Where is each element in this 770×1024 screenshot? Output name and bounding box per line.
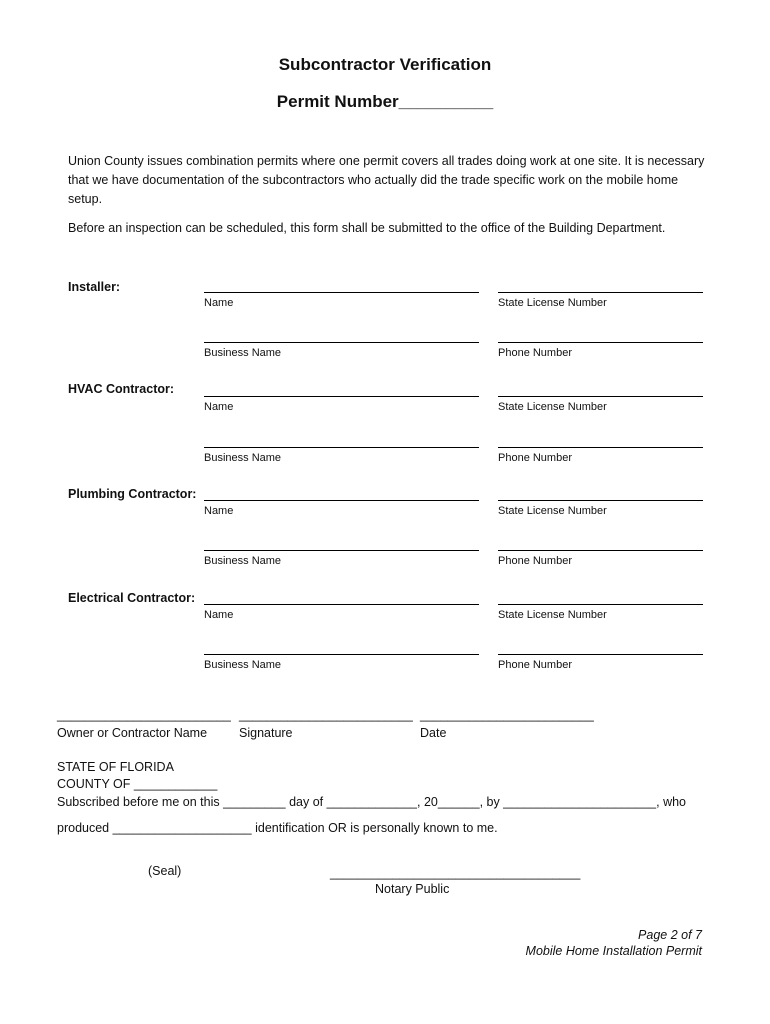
field-caption: Business Name xyxy=(204,452,282,464)
electrical-label: Electrical Contractor: xyxy=(68,591,196,605)
hvac-name-field[interactable] xyxy=(204,396,479,397)
plumbing-phone-field[interactable] xyxy=(498,550,703,551)
state-line: STATE OF FLORIDA xyxy=(57,760,174,774)
installer-business-field[interactable] xyxy=(204,342,479,343)
field-caption: Phone Number xyxy=(498,555,572,567)
instruction-paragraph: Before an inspection can be scheduled, this form shall be submitted to the office of the Building Department. xyxy=(68,221,666,235)
plumbing-business-field[interactable] xyxy=(204,550,479,551)
signature-blank[interactable]: _________________________ xyxy=(239,708,413,722)
plumbing-label: Plumbing Contractor: xyxy=(68,487,197,501)
field-caption: Name xyxy=(204,609,234,621)
hvac-label: HVAC Contractor: xyxy=(68,382,175,396)
field-caption: Business Name xyxy=(204,347,282,359)
hvac-license-field[interactable] xyxy=(498,396,703,397)
produced-line[interactable]: produced ____________________ identification OR is personally known to me. xyxy=(57,821,498,835)
field-caption: State License Number xyxy=(498,505,607,517)
owner-name-blank[interactable]: _________________________ xyxy=(57,708,231,722)
installer-label: Installer: xyxy=(68,280,121,294)
field-caption: Name xyxy=(204,401,234,413)
field-caption: Business Name xyxy=(204,555,282,567)
date-caption: Date xyxy=(420,726,447,740)
hvac-phone-field[interactable] xyxy=(498,447,703,448)
electrical-business-field[interactable] xyxy=(204,654,479,655)
field-caption: State License Number xyxy=(498,609,607,621)
field-caption: State License Number xyxy=(498,297,607,309)
installer-license-field[interactable] xyxy=(498,292,703,293)
electrical-name-field[interactable] xyxy=(204,604,479,605)
subscribed-line[interactable]: Subscribed before me on this _________ day of _____________, 20______, by ______________________, who xyxy=(57,795,687,809)
intro-paragraph: Union County issues combination permits where one permit covers all trades doing work at one site. It is necessary that we have documentation of the subcontractors who actually did the trade specific work on the mobile home setup. xyxy=(68,154,705,206)
page-number: Page 2 of 7 xyxy=(638,928,702,942)
electrical-phone-field[interactable] xyxy=(498,654,703,655)
signature-caption: Signature xyxy=(239,726,293,740)
field-caption: Phone Number xyxy=(498,452,572,464)
installer-phone-field[interactable] xyxy=(498,342,703,343)
installer-name-field[interactable] xyxy=(204,292,479,293)
owner-name-caption: Owner or Contractor Name xyxy=(57,726,208,740)
page-title: Subcontractor Verification xyxy=(278,55,492,74)
field-caption: Business Name xyxy=(204,659,282,671)
field-caption: Name xyxy=(204,505,234,517)
document-title-footer: Mobile Home Installation Permit xyxy=(525,944,702,958)
seal-label: (Seal) xyxy=(148,864,182,878)
notary-signature-blank[interactable]: ____________________________________ xyxy=(330,866,581,880)
date-blank[interactable]: _________________________ xyxy=(420,708,594,722)
county-line[interactable]: COUNTY OF ____________ xyxy=(57,777,218,791)
plumbing-license-field[interactable] xyxy=(498,500,703,501)
field-caption: Name xyxy=(204,297,234,309)
notary-public-caption: Notary Public xyxy=(375,882,450,896)
field-caption: Phone Number xyxy=(498,659,572,671)
permit-number: Permit Number__________ xyxy=(276,92,494,111)
hvac-business-field[interactable] xyxy=(204,447,479,448)
plumbing-name-field[interactable] xyxy=(204,500,479,501)
field-caption: State License Number xyxy=(498,401,607,413)
electrical-license-field[interactable] xyxy=(498,604,703,605)
field-caption: Phone Number xyxy=(498,347,572,359)
